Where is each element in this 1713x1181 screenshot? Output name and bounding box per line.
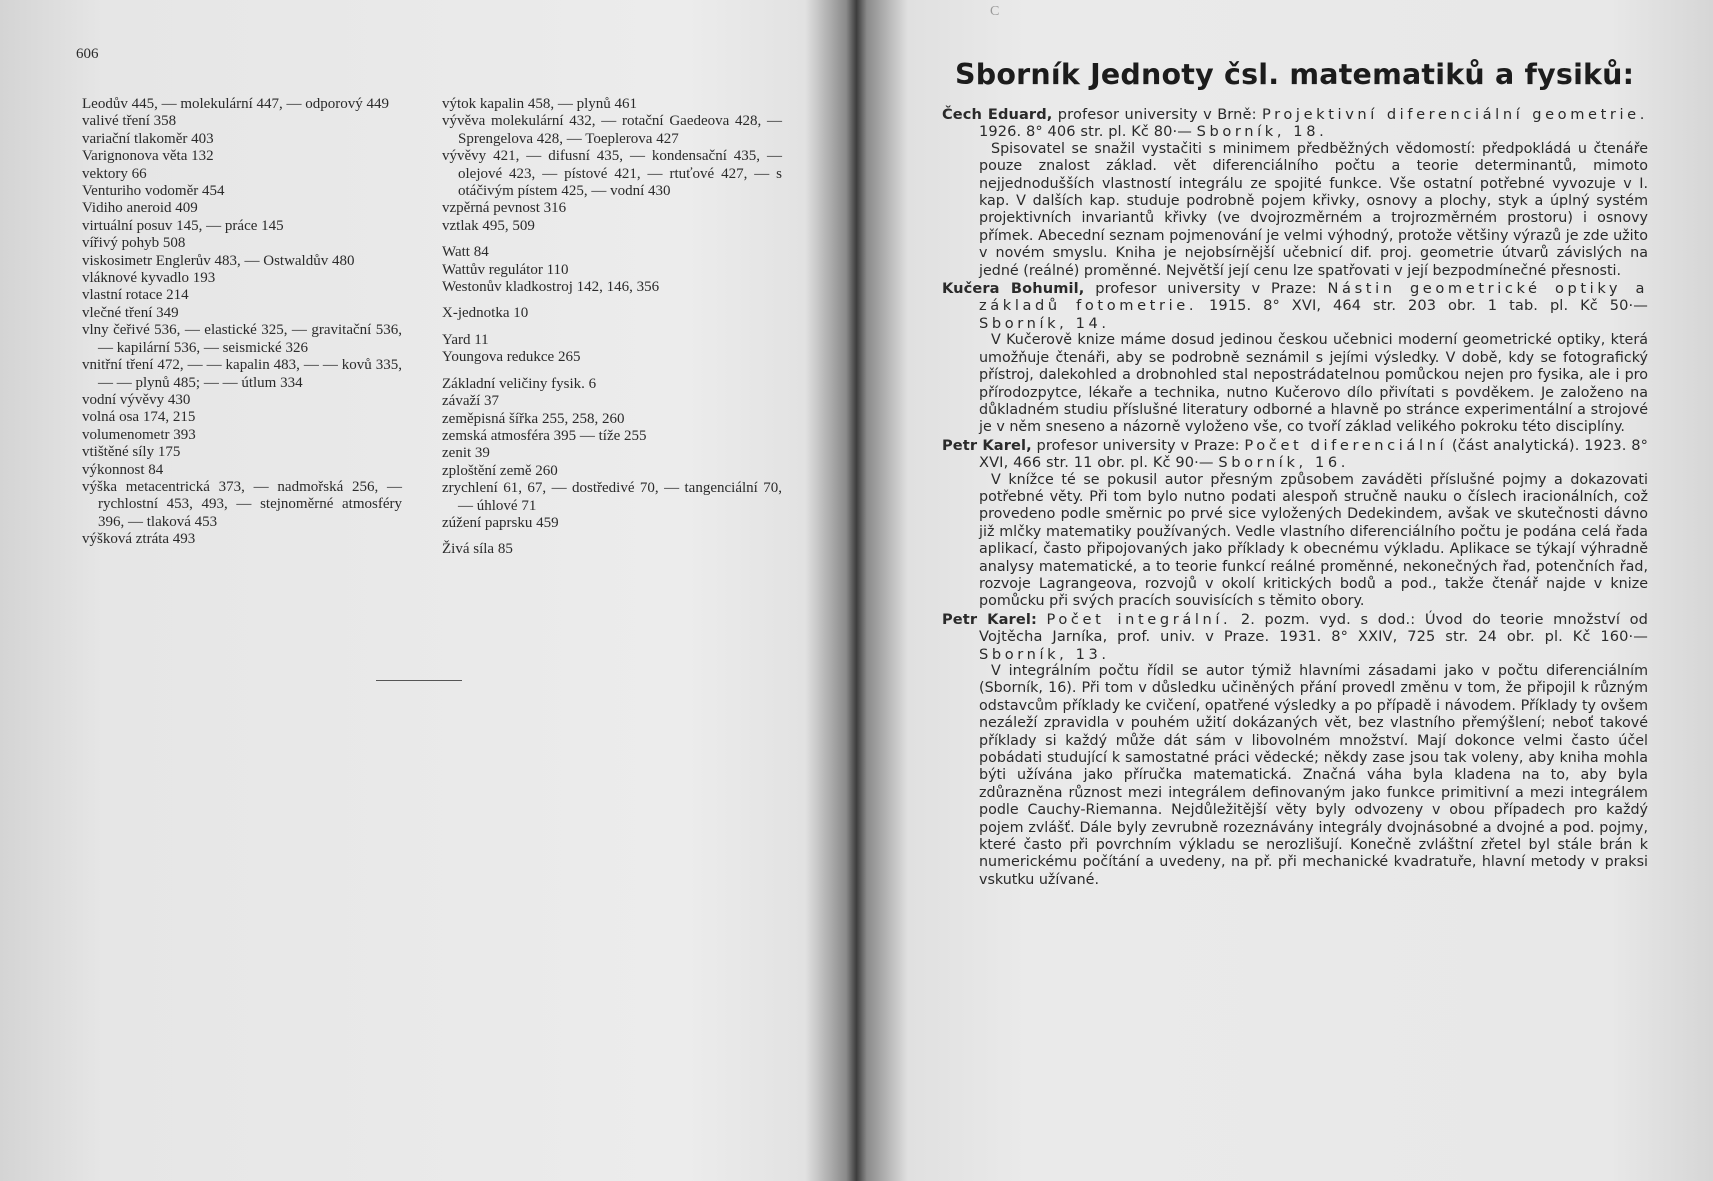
index-entry: virtuální posuv 145, — práce 145 xyxy=(82,217,284,234)
index-entry: vzpěrná pevnost 316 xyxy=(442,200,567,217)
book-author: Petr Karel: xyxy=(942,610,1037,628)
page-number: 606 xyxy=(76,46,99,62)
index-entry: vlečné tření 349 xyxy=(82,304,179,321)
book-details: 1915. 8° XVI, 464 str. 203 obr. 1 tab. pl. Kč 50·— xyxy=(1197,297,1648,315)
right-page xyxy=(860,0,1713,1181)
index-entry: Westonův kladkostroj 142, 146, 356 xyxy=(442,279,660,296)
index-entry: Základní veličiny fysik. 6 xyxy=(442,375,597,392)
index-entry: vývěva molekulární 432, — rotační Gaedeova 428, — Sprengelova 428, — Toeplerova 427 xyxy=(442,113,782,147)
book-series: Sborník, 14. xyxy=(979,314,1110,332)
book-details: 1926. 8° 406 str. pl. Kč 80·— xyxy=(979,123,1197,141)
index-entry: vektory 66 xyxy=(82,165,147,182)
book-entry xyxy=(942,280,1648,437)
book-author-role: profesor university v Praze: xyxy=(1084,280,1328,298)
index-entry: výkonnost 84 xyxy=(82,461,164,478)
book-author: Kučera Bohumil, xyxy=(942,280,1085,298)
index-entry: vířivý pohyb 508 xyxy=(82,235,186,252)
index-entry: Leodův 445, — molekulární 447, — odporový 449 xyxy=(82,96,390,112)
corner-mark: C xyxy=(990,4,1000,19)
left-page xyxy=(0,0,850,1181)
index-entry: Wattův regulátor 110 xyxy=(442,261,569,278)
index-entry: zúžení paprsku 459 xyxy=(442,514,559,531)
index-entry: vlastní rotace 214 xyxy=(82,287,189,304)
book-title: Počet integrální. xyxy=(1046,610,1232,628)
book-title: Počet diferenciální xyxy=(1244,436,1448,454)
book-heading xyxy=(942,611,1648,663)
book-entry xyxy=(942,437,1648,611)
index-entry: valivé tření 358 xyxy=(82,113,177,130)
index-entry: Živá síla 85 xyxy=(442,541,513,558)
index-entry: výšková ztráta 493 xyxy=(82,531,196,548)
page-title: Sborník Jednoty čsl. matematiků a fysiků: xyxy=(955,58,1635,91)
book-description: V Kučerově knize máme dosud jedinou českou učebnici moderní geometrické optiky, která umožňuje čtenáři, aby se podrobně seznámil s jejími výsledky. V době, kdy se fotografický přístroj, dalekohled a drobnohled stal nepostrádatelnou pomůckou nejen pro fysika, ale i pro přírodozpytce, lékaře a technika, nutno Kučerovo dílo přivítati s povděkem. Je založeno na důkladném studiu příslušné literatury odborné a hlavně po stránce experimentální a strojové je v něm sneseno a názorně vyloženo vše, co tvoří základ velikého pokroku této disciplíny. xyxy=(979,332,1648,436)
book-list xyxy=(942,106,1648,889)
index-entry: výška metacentrická 373, — nadmořská 256, — rychlostní 453, 493, — stejnoměrné atmosféry 396, — tlaková 453 xyxy=(82,478,402,530)
index-column-1 xyxy=(82,96,402,549)
index-entry: Watt 84 xyxy=(442,244,489,261)
book-entry xyxy=(942,106,1648,280)
book-author: Čech Eduard, xyxy=(942,106,1053,123)
index-entry: vláknové kyvadlo 193 xyxy=(82,270,216,287)
index-entry: vztlak 495, 509 xyxy=(442,217,535,234)
book-details: 2. pozm. vyd. s dod.: Úvod do teorie množství od Vojtěcha Jarníka, prof. univ. v Praze. 1931. 8° XXIV, 725 str. 24 obr. pl. Kč 160·— xyxy=(979,610,1648,646)
index-entry: Youngova redukce 265 xyxy=(442,349,581,366)
index-entry: vlny čeřivé 536, — elastické 325, — gravitační 536, — kapilární 536, — seismické 326 xyxy=(82,322,402,356)
book-description: Spisovatel se snažil vystačiti s minimem předběžných vědomostí: předpokládá u čtenáře pouze znalost základ. vět diferenciálního počtu a teorie determinantů, mimoto nejjednodušších vlastností integrálu ze spojité funkce. Vše ostatní potřebné vyvozuje v I. kap. V dalších kap. studuje podrobně pojem křivky, osnovy a plochy, styk a úplný systém projektivních invariantů křivky (ve dvojrozměrném a trojrozměrném prostoru) i osnovy přímek. Abecední seznam pojmenování je velmi výhodný, protože většiny výrazů je zde užito v novém smyslu. Kniha je nejobsírnější učebnicí dif. proj. geometrie útvarů závislých na jedné (reálné) proměnné. Největší její cenu lze spatřovati v její bezpodmínečné přesnosti. xyxy=(979,140,1648,279)
index-entry: viskosimetr Englerův 483, — Ostwaldův 480 xyxy=(82,252,355,269)
index-entry: závaží 37 xyxy=(442,393,500,410)
index-entry: volumenometr 393 xyxy=(82,426,196,443)
index-entry: Varignonova věta 132 xyxy=(82,148,214,165)
index-entry: výtok kapalin 458, — plynů 461 xyxy=(442,96,637,112)
index-entry: zeměpisná šířka 255, 258, 260 xyxy=(442,410,625,427)
index-entry: zemská atmosféra 395 — tíže 255 xyxy=(442,427,647,444)
book-author-role: profesor university v Praze: xyxy=(1031,436,1245,454)
index-entry: Vidiho aneroid 409 xyxy=(82,200,198,217)
index-entry: X-jednotka 10 xyxy=(442,305,529,322)
book-heading xyxy=(942,280,1648,332)
index-entry: vnitřní tření 472, — — kapalin 483, — — kovů 335, — — plynů 485; — — útlum 334 xyxy=(82,357,402,391)
index-entry: vodní vývěvy 430 xyxy=(82,391,191,408)
end-rule xyxy=(376,680,462,681)
book-author: Petr Karel, xyxy=(942,436,1032,454)
book-description: V integrálním počtu řídil se autor týmiž hlavními zásadami jako v počtu diferenciálním (Sborník, 16). Při tom v důsledku učiněných přání provedl změnu v tom, že připojil k různým odstavcům příklady ke cvičení, opatřené výsledky a po případě i návodem. Příklady ty ovšem nezáleží zpravidla v pouhém užití dokázaných vět, bez vlastního přemýšlení; neboť takové příklady si každý může dát sám v libovolném množství. Mají dokonce velmi často účel pobádati studující k samostatné práci vědecké; někdy zase jsou tak voleny, aby kniha mohla býti užívána jako příručka matematická. Značná váha byla kladena na to, aby byla zdůrazněna různost mezi integrálem definovaným jako funkce primitivní a mezi integrálem podle Cauchy-Riemanna. Nejdůležitější věty byly odvozeny v obou případech pro každý pojem zvlášť. Dále byly zevrubně rozeznávány integrály dvojnásobné a dvojné a pod. pojmy, které často při povrchním výkladu se nerozlišují. Konečně zvláštní zřetel byl stále brán k numerickému počítání a uvedeny, na př. při mechanické kvadratuře, hlavní metody v praksi vskutku užívané. xyxy=(979,663,1648,888)
book-entry xyxy=(942,611,1648,890)
index-entry: vývěvy 421, — difusní 435, — kondensační 435, — olejové 423, — pístové 421, — rtuťové 427, — s otáčivým pístem 425, — vodní 430 xyxy=(442,148,782,200)
index-entry: vtištěné síly 175 xyxy=(82,444,181,461)
index-entry: Yard 11 xyxy=(442,331,489,348)
index-column-2 xyxy=(442,96,782,559)
index-entry: Venturiho vodoměr 454 xyxy=(82,183,225,200)
index-entry: variační tlakoměr 403 xyxy=(82,130,214,147)
book-heading xyxy=(942,437,1648,472)
book-heading xyxy=(942,106,1648,141)
index-entry: volná osa 174, 215 xyxy=(82,409,196,426)
book-series: Sborník, 16. xyxy=(1218,454,1349,472)
book-description: V knížce té se pokusil autor přesným způsobem zaváděti příslušné pojmy a dokazovati potřebné věty. Při tom bylo nutno podati alespoň stručně nauku o číslech iracionálních, což provedeno podle směrnic po prvé sice vyložených Dedekindem, avšak ve skutečnosti dávno již mlčky matematiky používaných. Vedle vlastního diferenciálního počtu je podána celá řada aplikací, často připojovaných jako příklady k obecnému výkladu. Aplikace se týkají výhradně analysy matematické, a to teorie funkcí reálné proměnné, nekonečných řad, potenčních řad, rozvoje Lagrangeova, rozvojů v okolí kritických bodů a pod., takže čtenář najde v knize pomůcku při svých pracích souvisících s těmito obory. xyxy=(979,471,1648,610)
book-details: (část analytická). 1923. 8° XVI, 466 str. 11 obr. pl. Kč 90·— xyxy=(979,436,1648,472)
index-entry: zenit 39 xyxy=(442,445,490,462)
book-series: Sborník, 13. xyxy=(979,645,1110,663)
book-title: Projektivní diferenciální geometrie. xyxy=(1261,106,1648,123)
book-author-role: profesor university v Brně: xyxy=(1052,106,1262,123)
book-title: Nástin geometrické optiky a základů fotometrie. xyxy=(979,280,1648,315)
book-series: Sborník, 18. xyxy=(1196,123,1328,141)
index-entry: zrychlení 61, 67, — dostředivé 70, — tangenciální 70, — úhlové 71 xyxy=(442,480,782,514)
index-entry: zploštění země 260 xyxy=(442,462,558,479)
